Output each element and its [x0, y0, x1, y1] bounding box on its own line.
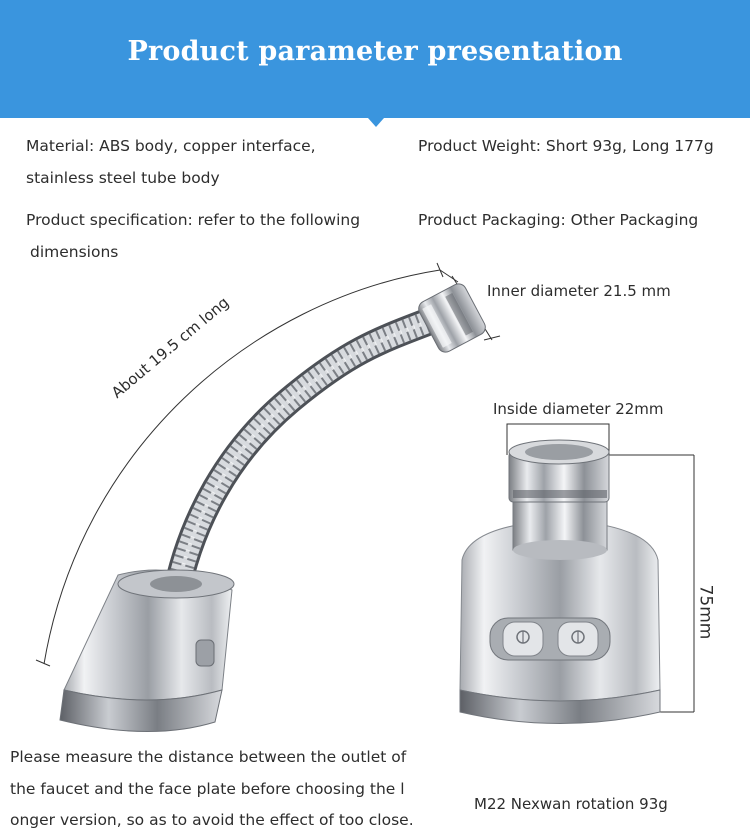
- spec-material-line2: stainless steel tube body: [26, 169, 220, 187]
- spec-material-line1: Material: ABS body, copper interface,: [26, 137, 316, 155]
- spec-specification-line2: dimensions: [30, 243, 119, 261]
- inside-diameter-label: Inside diameter 22mm: [493, 400, 664, 418]
- page-title: Product parameter presentation: [127, 36, 623, 67]
- spec-specification-line1: Product specification: refer to the following: [26, 211, 361, 229]
- measurement-notice: [10, 742, 440, 837]
- notice-line2: the faucet and the face plate before choosing the l: [10, 779, 405, 798]
- notice-line3: onger version, so as to avoid the effect of too close.: [10, 811, 414, 829]
- spec-packaging: Product Packaging: Other Packaging: [418, 211, 699, 229]
- long-aerator: [60, 281, 488, 731]
- inner-diameter-label: Inner diameter 21.5 mm: [487, 282, 671, 300]
- short-aerator: [460, 424, 694, 724]
- spec-weight: Product Weight: Short 93g, Long 177g: [418, 137, 714, 155]
- height-label: 75mm: [695, 584, 716, 640]
- notice-line1: Please measure the distance between the outlet of: [10, 748, 407, 766]
- length-label: About 19.5 cm long: [108, 293, 233, 402]
- short-version-caption: M22 Nexwan rotation 93g: [474, 795, 668, 813]
